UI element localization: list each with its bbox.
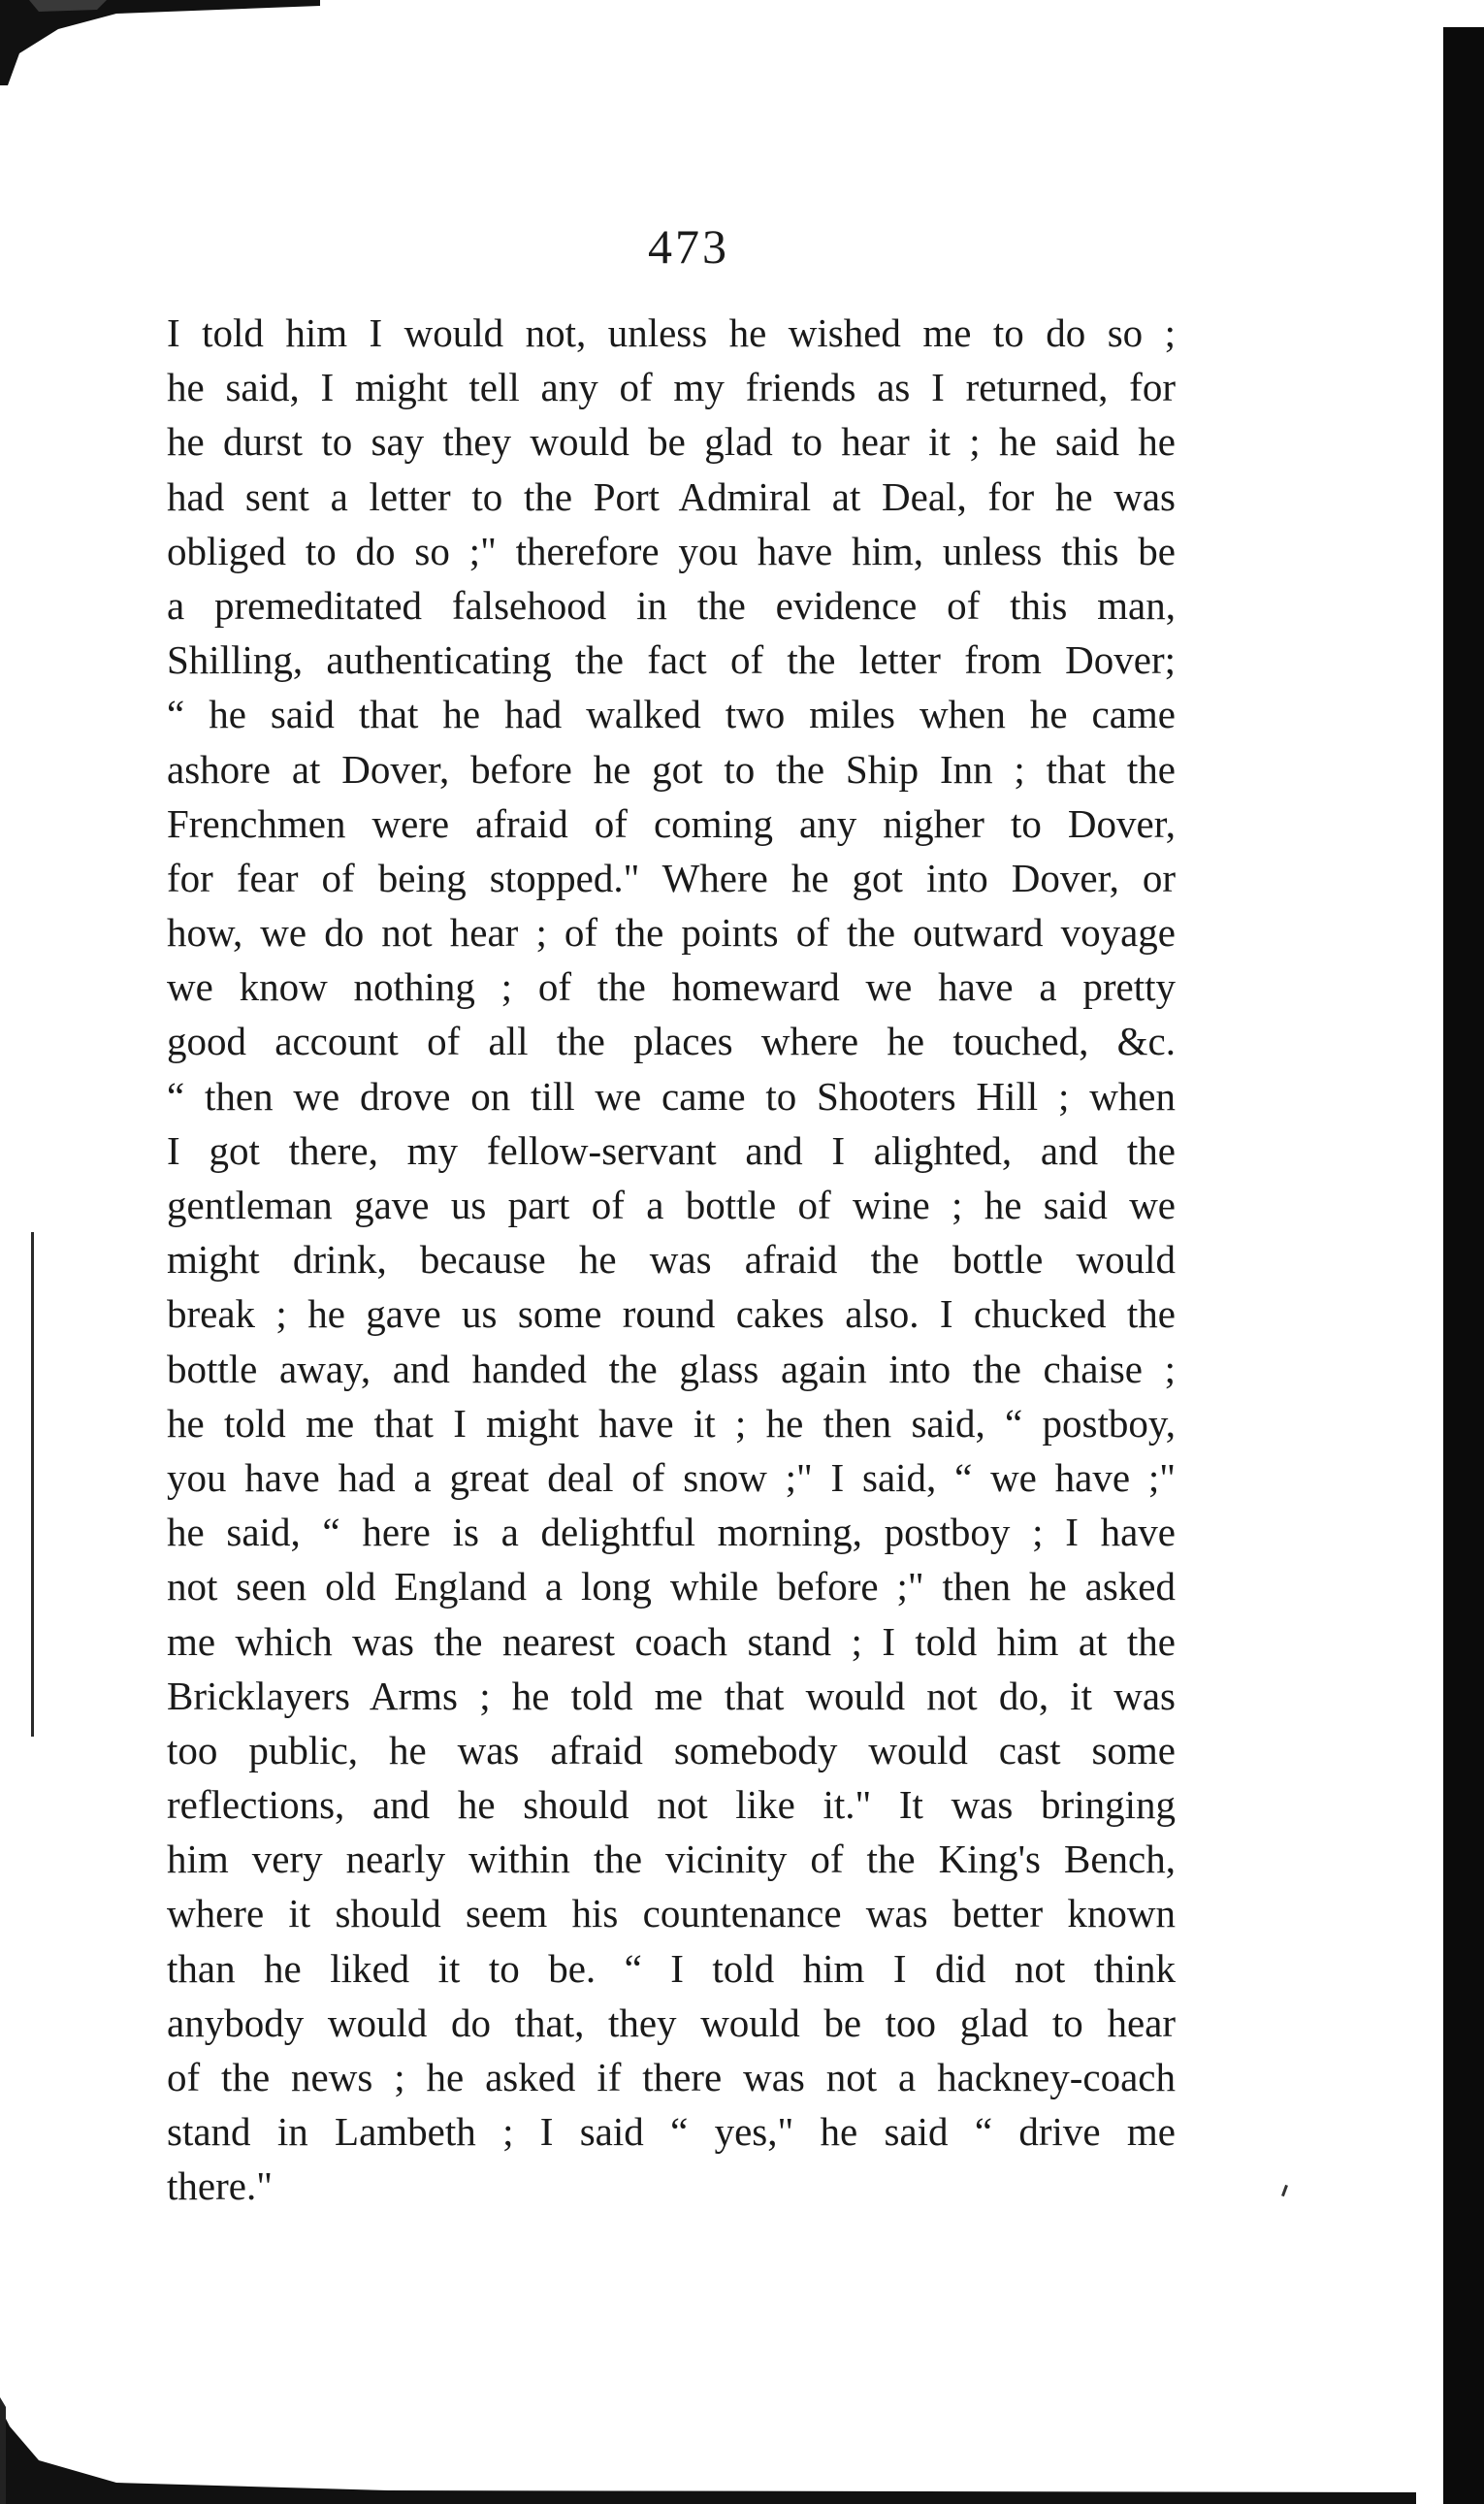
text-line: “ then we drove on till we came to Shooters Hill ; when xyxy=(167,1073,1176,1119)
text-line: had sent a letter to the Port Admiral at Deal, for he was xyxy=(167,473,1176,519)
page-number: 473 xyxy=(648,219,729,274)
text-line: a premeditated falsehood in the evidence of this man, xyxy=(167,582,1176,628)
text-line: he durst to say they would be glad to hear it ; he said he xyxy=(167,419,1176,465)
text-line: I told him I would not, unless he wished me to do so ; xyxy=(167,310,1176,355)
text-line: he said, I might tell any of my friends as I returned, for xyxy=(167,365,1176,410)
text-line: him very nearly within the vicinity of the King's Bench, xyxy=(167,1837,1176,1882)
right-page-edge-shadow xyxy=(1443,27,1484,2504)
text-line: he said, “ here is a delightful morning, postboy ; I have xyxy=(167,1510,1176,1555)
text-line: too public, he was afraid somebody would cast some xyxy=(167,1727,1176,1772)
stray-ink-mark xyxy=(1281,2185,1288,2196)
text-line: not seen old England a long while before ;" then he asked xyxy=(167,1564,1176,1610)
text-line: of the news ; he asked if there was not a hackney-coach xyxy=(167,2055,1176,2099)
text-line: how, we do not hear ; of the points of the outward voyage xyxy=(167,910,1176,956)
text-line: good account of all the places where he touched, &c. xyxy=(167,1019,1176,1064)
text-line: me which was the nearest coach stand ; I told him at the xyxy=(167,1618,1176,1664)
text-line: you have had a great deal of snow ;" I said, “ we have ;" xyxy=(167,1454,1176,1500)
text-line: than he liked it to be. “ I told him I did not think xyxy=(167,1945,1176,1991)
left-margin-rule xyxy=(31,1232,34,1737)
text-line: obliged to do so ;" therefore you have him, unless this be xyxy=(167,528,1176,573)
text-line: Frenchmen were afraid of coming any nigher to Dover, xyxy=(167,800,1176,846)
text-line: bottle away, and handed the glass again into the chaise ; xyxy=(167,1346,1176,1391)
text-line: he told me that I might have it ; he then said, “ postboy, xyxy=(167,1400,1176,1446)
top-left-scan-artifact xyxy=(0,0,320,87)
text-line: there." xyxy=(167,2163,273,2209)
text-line: Shilling, authenticating the fact of the letter from Dover; xyxy=(167,637,1176,683)
text-line: anybody would do that, they would be too glad to hear xyxy=(167,2000,1176,2045)
text-line: Bricklayers Arms ; he told me that would not do, it was xyxy=(167,1673,1176,1718)
body-text xyxy=(167,306,1176,2214)
text-line: where it should seem his countenance was better known xyxy=(167,1891,1176,1936)
text-line: we know nothing ; of the homeward we have a pretty xyxy=(167,964,1176,1010)
text-line: “ he said that he had walked two miles when he came xyxy=(167,692,1176,737)
text-line: stand in Lambeth ; I said “ yes," he said “ drive me xyxy=(167,2109,1176,2155)
text-line: reflections, and he should not like it." It was bringing xyxy=(167,1782,1176,1828)
bottom-scan-artifact xyxy=(0,2368,1416,2504)
text-line: might drink, because he was afraid the bottle would xyxy=(167,1237,1176,1283)
text-line: gentleman gave us part of a bottle of wine ; he said we xyxy=(167,1183,1176,1227)
text-line: ashore at Dover, before he got to the Ship Inn ; that the xyxy=(167,746,1176,792)
text-line: for fear of being stopped." Where he got into Dover, or xyxy=(167,855,1176,900)
text-line: break ; he gave us some round cakes also. I chucked the xyxy=(167,1291,1176,1337)
text-line: I got there, my fellow-servant and I alighted, and the xyxy=(167,1127,1176,1173)
